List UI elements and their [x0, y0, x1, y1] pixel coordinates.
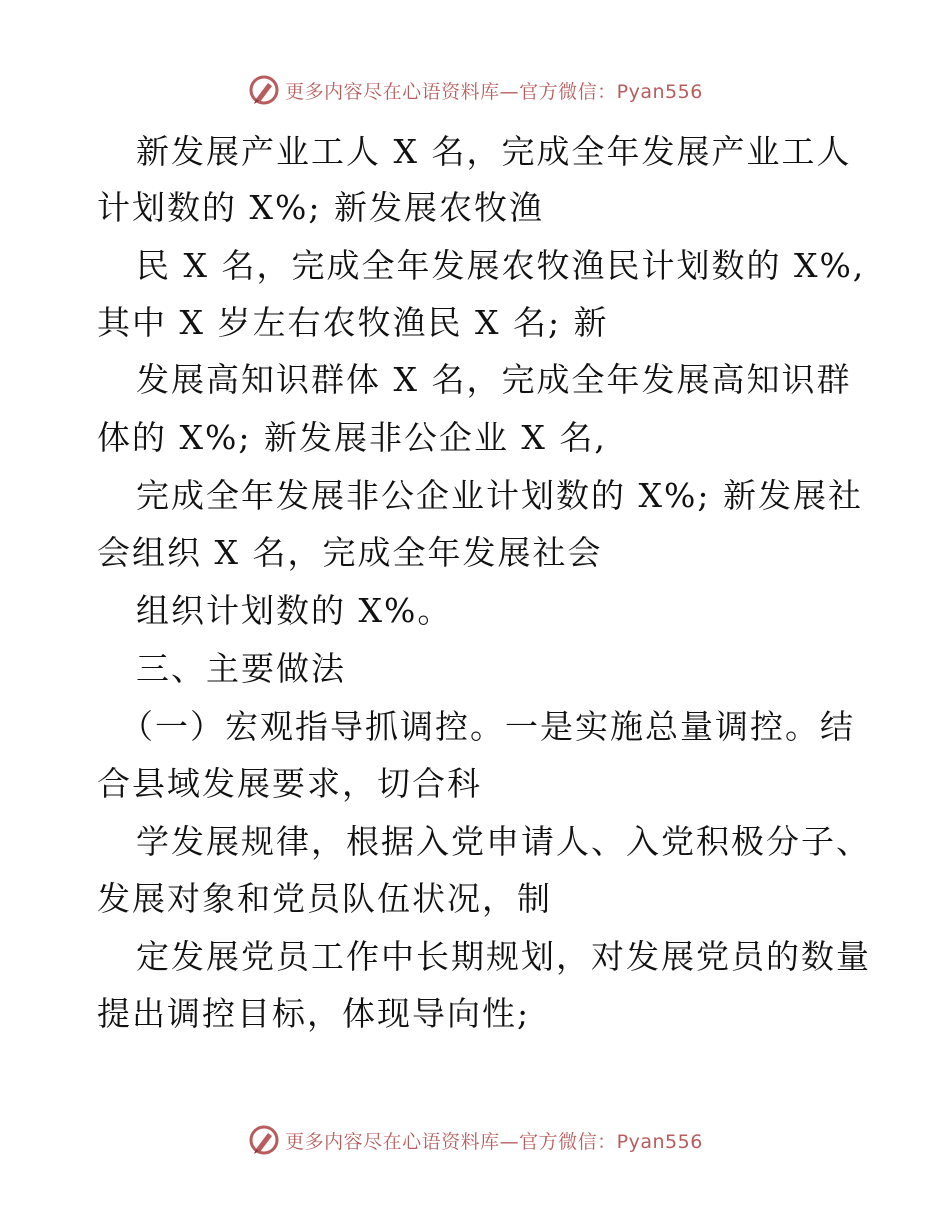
text-line: 体的 X%; 新发展非公企业 X 名, — [97, 418, 607, 457]
text-line: 计划数的 X%; 新发展农牧渔 — [97, 188, 544, 227]
text-line: 会组织 X 名，完成全年发展社会 — [97, 533, 603, 572]
pen-logo-icon — [247, 73, 281, 107]
text-line: 完成全年发展非公企业计划数的 X%; 新发展社 — [136, 476, 863, 515]
footer-banner — [0, 1120, 950, 1160]
banner-text: 更多内容尽在心语资料库—官方微信：Pyan556 — [285, 80, 703, 103]
text-line: 提出调控目标，体现导向性; — [97, 994, 531, 1033]
text-line: 其中 X 岁左右农牧渔民 X 名; 新 — [97, 303, 609, 342]
text-line: 定发展党员工作中长期规划，对发展党员的数量 — [136, 937, 871, 976]
text-line: 合县域发展要求，切合科 — [97, 764, 482, 803]
header-banner — [0, 70, 950, 110]
banner-text: 更多内容尽在心语资料库—官方微信：Pyan556 — [285, 1130, 703, 1153]
text-line: 发展高知识群体 X 名，完成全年发展高知识群 — [136, 360, 852, 399]
section-heading: 三、主要做法 — [136, 649, 346, 688]
text-line: 民 X 名，完成全年发展农牧渔民计划数的 X%, — [136, 246, 866, 285]
pen-logo-icon — [247, 1123, 281, 1157]
text-line: 新发展产业工人 X 名，完成全年发展产业工人 — [136, 132, 852, 171]
text-line: 组织计划数的 X%。 — [136, 591, 453, 630]
text-line: 学发展规律，根据入党申请人、入党积极分子、 — [136, 822, 871, 861]
text-line: （一）宏观指导抓调控。一是实施总量调控。结 — [120, 707, 855, 746]
text-line: 发展对象和党员队伍状况，制 — [97, 879, 552, 918]
